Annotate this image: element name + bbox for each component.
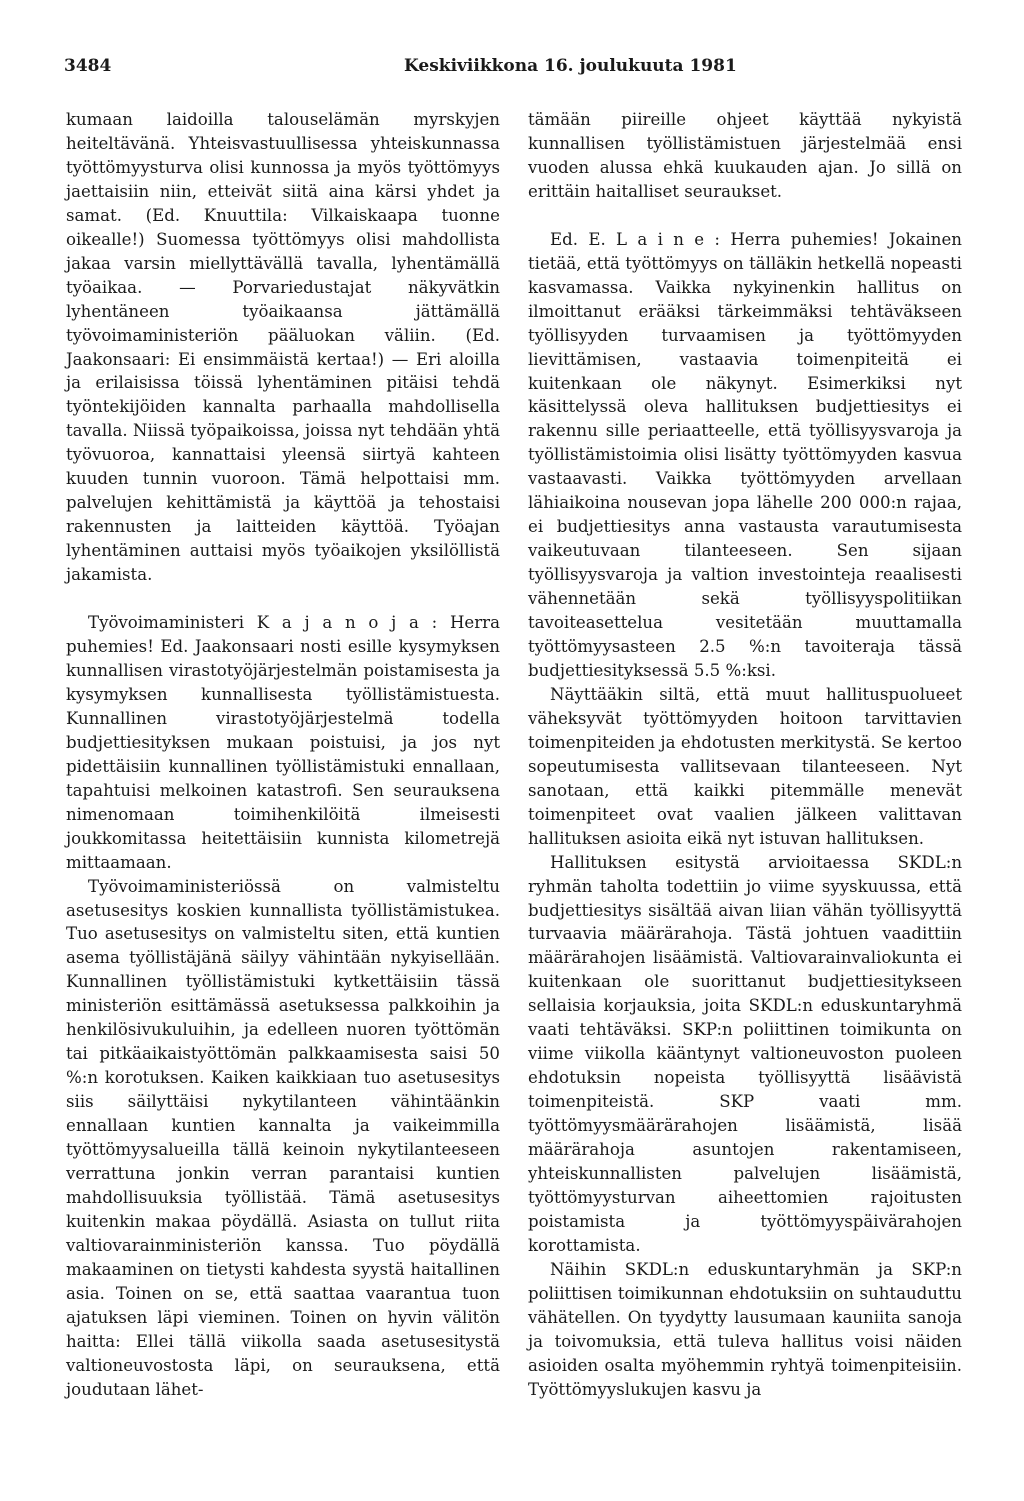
paragraph-continuation-right: tämään piireille ohjeet käyttää nykyistä kunnallisen työllistämistuen järjestelmää ensi vuoden alussa ehkä kuukauden ajan. Jo sillä on erittäin haitalliset seuraukset.	[528, 110, 962, 201]
page-number: 3484	[64, 56, 112, 76]
paragraph-hallituksen-esitys: Hallituksen esitystä arvioitaessa SKDL:n ryhmän taholta todettiin jo viime syyskuussa, että budjettiesitys sisältää aivan liian vähän työllisyyttä turvaavia määrärahoja. Tästä johtuen vaadittiin määrärahojen lisäämistä. Valtiovarainvaliokunta ei kuitenkaan ole suorittanut budjettiesitykseen sellaisia korjauksia, joita SKDL:n eduskuntaryhmä vaati tehtäväksi. SKP:n poliittinen toimikunta on viime viikolla kääntynyt valtioneuvoston puoleen ehdotuksin nopeista työllisyyttä lisäävistä toimenpiteistä. SKP vaati mm. työttömyysmäärärahojen lisäämistä, lisää määrärahoja asuntojen rakentamiseen, yhteiskunnallisten palvelujen lisäämistä, työttömyysturvan aiheettomien rajoitusten poistamista ja työttömyyspäivärahojen korottamista.	[528, 852, 962, 1255]
paragraph-kajanoja-speech: Työvoimaministeri K a j a n o j a : Herra puhemies! Ed. Jaakonsaari nosti esille kysymyksen kunnallisen virastotyöjärjestelmän poistamisesta ja kysymyksen kunnallisesta työllistämistuesta. Kunnallinen virastotyöjärjestelmä todella budjettiesityksen mukaan poistuisi, ja jos nyt pidettäisiin kunnallinen työllistämistuki ennallaan, tapahtuisi melkoinen katastrofi. Sen seurauksena nimenomaan toimihenkilöitä ilmeisesti joukkomitassa heitettäisiin kunnista kilometrejä mittaamaan.	[66, 613, 500, 872]
paragraph-continuation: kumaan laidoilla talouselämän myrskyjen heiteltävänä. Yhteisvastuullisessa yhteiskunnassa työttömyysturva olisi kunnossa ja myös työttömyys jaettaisiin niin, etteivät siitä aina kärsi yhdet ja samat. (Ed. Knuuttila: Vilkaiskaapa tuonne oikealle!) Suomessa työttömyys olisi mahdollista jakaa varsin miellyttävällä tavalla, lyhentämällä työaikaa. — Porvariedustajat näkyvätkin lyhentäneen työaikaansa jättämällä työvoimaministeriön pääluokan väliin. (Ed. Jaakonsaari: Ei ensimmäistä kertaa!) — Eri aloilla ja erilaisissa töissä lyhentäminen pitäisi tehdä työntekijöiden kannalta parhaalla mahdollisella tavalla. Niissä työpaikoissa, joissa nyt tehdään yhtä työvuoroa, kannattaisi yleensä siirtyä kahteen kuuden tunnin vuoroon. Tämä helpottaisi mm. palvelujen kehittämistä ja käyttöä ja tehostaisi rakennusten ja laitteiden käyttöä. Työajan lyhentäminen auttaisi myös työaikojen yksilöllistä jakamista.	[66, 110, 500, 585]
left-column	[66, 108, 500, 1402]
paragraph-naihin: Näihin SKDL:n eduskuntaryhmän ja SKP:n poliittisen toimikunnan ehdotuksiin on suhtauduttu vähätellen. On tyydytty lausumaan kauniita sanoja ja toivomuksia, että tuleva hallitus voisi näiden asioiden osalta myöhemmin ryhtyä toimenpiteisiin. Työttömyyslukujen kasvu ja	[528, 1259, 962, 1399]
right-column	[528, 108, 962, 1402]
running-title: Keskiviikkona 16. joulukuuta 1981	[404, 56, 737, 76]
paragraph-nayttaakin: Näyttääkin siltä, että muut hallituspuolueet väheksyvät työttömyyden hoitoon tarvittavien toimenpiteiden ja ehdotusten merkitystä. Se kertoo sopeutumisesta vallitsevaan tilanteeseen. Nyt sanotaan, että kaikki pitemmälle menevät toimenpiteet ovat vaalien jälkeen valittavan hallituksen asioita eikä nyt istuvan hallituksen.	[528, 684, 962, 848]
paragraph-asetusesitys: Työvoimaministeriössä on valmisteltu asetusesitys koskien kunnallista työllistämistukea. Tuo asetusesitys on valmisteltu siten, että kuntien asema työllistäjänä säilyy vähintään nykyisellään. Kunnallinen työllistämistuki kytkettäisiin tässä ministeriön esittämässä asetuksessa palkkoihin ja henkilösivukuluihin, ja edelleen nuoren työttömän tai pitkäaikaistyöttömän palkkaamisesta saisi 50 %:n korotuksen. Kaiken kaikkiaan tuo asetusesitys siis säilyttäisi nykytilanteen vähintäänkin ennallaan kuntien kannalta ja vaikeimmilla työttömyysalueilla tällä keinoin nykytilanteeseen verrattuna jonkin verran parantaisi kuntien mahdollisuuksia työllistää. Tämä asetusesitys kuitenkin makaa pöydällä. Asiasta on tullut riita valtiovarainministeriön kanssa. Tuo pöydällä makaaminen on tietysti kahdesta syystä haitallinen asia. Toinen on se, että saattaa vaarantua tuon ajatuksen läpi vieminen. Toinen on hyvin välitön haitta: Ellei tällä viikolla saada asetusesitystä valtioneuvostosta läpi, on seurauksena, että joudutaan lähet-	[66, 876, 500, 1399]
page-header	[64, 56, 994, 86]
paragraph-laine-speech: Ed. E. L a i n e : Herra puhemies! Jokainen tietää, että työttömyys on tälläkin hetkellä nopeasti kasvamassa. Vaikka nykyinenkin hallitus on ilmoittanut erääksi tärkeimmäksi tehtäväkseen työllisyyden turvaamisen ja työttömyyden lievittämisen, vastaavia toimenpiteitä ei kuitenkaan ole näkynyt. Esimerkiksi nyt käsittelyssä oleva hallituksen budjettiesitys ei rakennu sille periaatteelle, että työllisyysvaroja ja työllistämistoimia olisi lisätty työttömyyden kasvua vastaavasti. Vaikka työttömyyden arvellaan lähiaikoina nousevan jopa lähelle 200 000:n rajaa, ei budjettiesitys anna vastausta varautumisesta vaikeutuvaan tilanteeseen. Sen sijaan työllisyysvaroja ja valtion investointeja reaalisesti vähennetään sekä työllisyyspolitiikan tavoiteasettelua vesitetään muuttamalla työttömyysasteen 2.5 %:n tavoiteraja tässä budjettiesityksessä 5.5 %:ksi.	[528, 229, 962, 680]
